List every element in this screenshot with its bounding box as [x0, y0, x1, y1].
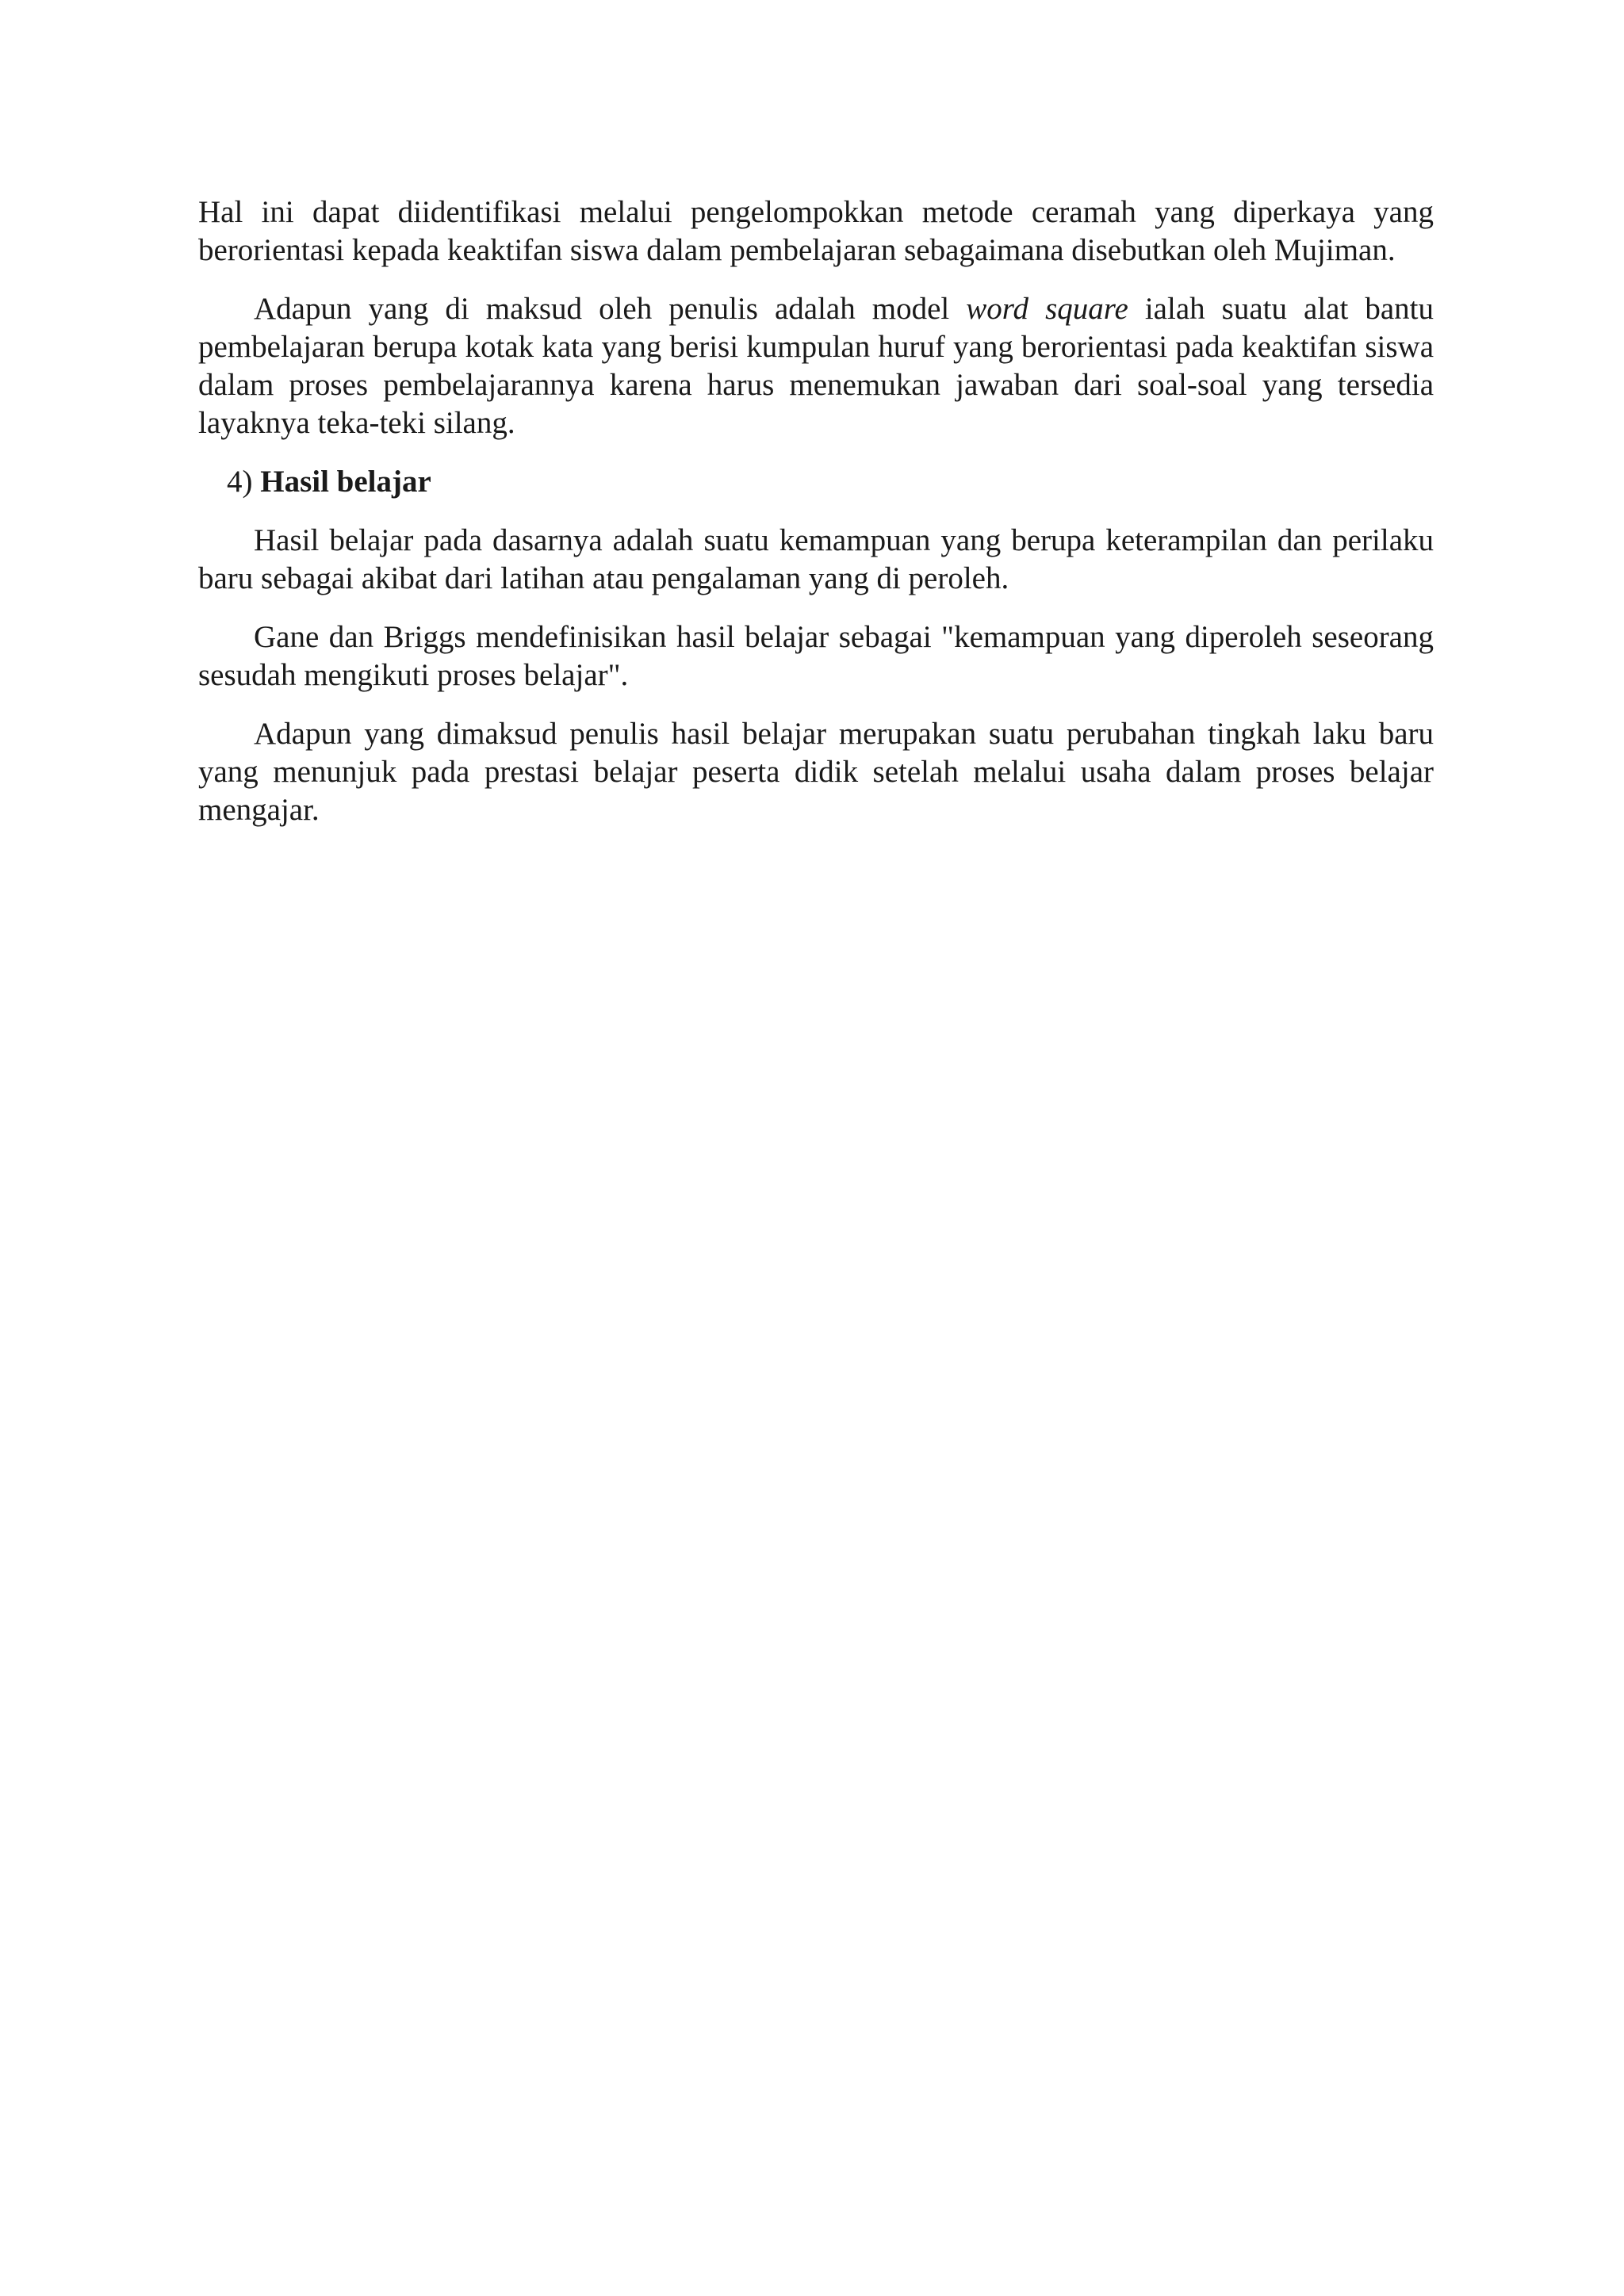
paragraph-4: Gane dan Briggs mendefinisikan hasil belajar sebagai "kemampuan yang diperoleh seseorang sesudah mengikuti proses belajar". — [198, 620, 1434, 692]
section-title: Hasil belajar — [260, 465, 431, 499]
paragraph-2-before: Adapun yang di maksud oleh penulis adalah model — [254, 292, 967, 326]
paragraph-2-after: ialah suatu alat bantu pembelajaran berupa kotak kata yang berisi kumpulan huruf yang berorientasi pada keaktifan siswa dalam proses pembelajarannya karena harus menemukan jawaban dari soal-soal yang tersedia layaknya teka-teki silang. — [198, 292, 1434, 440]
paragraph-5: Adapun yang dimaksud penulis hasil belajar merupakan suatu perubahan tingkah laku baru yang menunjuk pada prestasi belajar peserta didik setelah melalui usaha dalam proses belajar mengajar. — [198, 717, 1434, 827]
document-body — [198, 193, 1434, 850]
section-number: 4) — [227, 465, 253, 499]
paragraph-2-italic-term: word square — [966, 292, 1128, 326]
paragraph-1: Hal ini dapat diidentifikasi melalui pengelompokkan metode ceramah yang diperkaya yang berorientasi kepada keaktifan siswa dalam pembelajaran sebagaimana disebutkan oleh Mujiman. — [198, 195, 1434, 267]
section-heading — [198, 463, 1434, 501]
paragraph-2 — [198, 290, 1434, 442]
paragraph-3: Hasil belajar pada dasarnya adalah suatu kemampuan yang berupa keterampilan dan perilaku baru sebagai akibat dari latihan atau pengalaman yang di peroleh. — [198, 523, 1434, 595]
